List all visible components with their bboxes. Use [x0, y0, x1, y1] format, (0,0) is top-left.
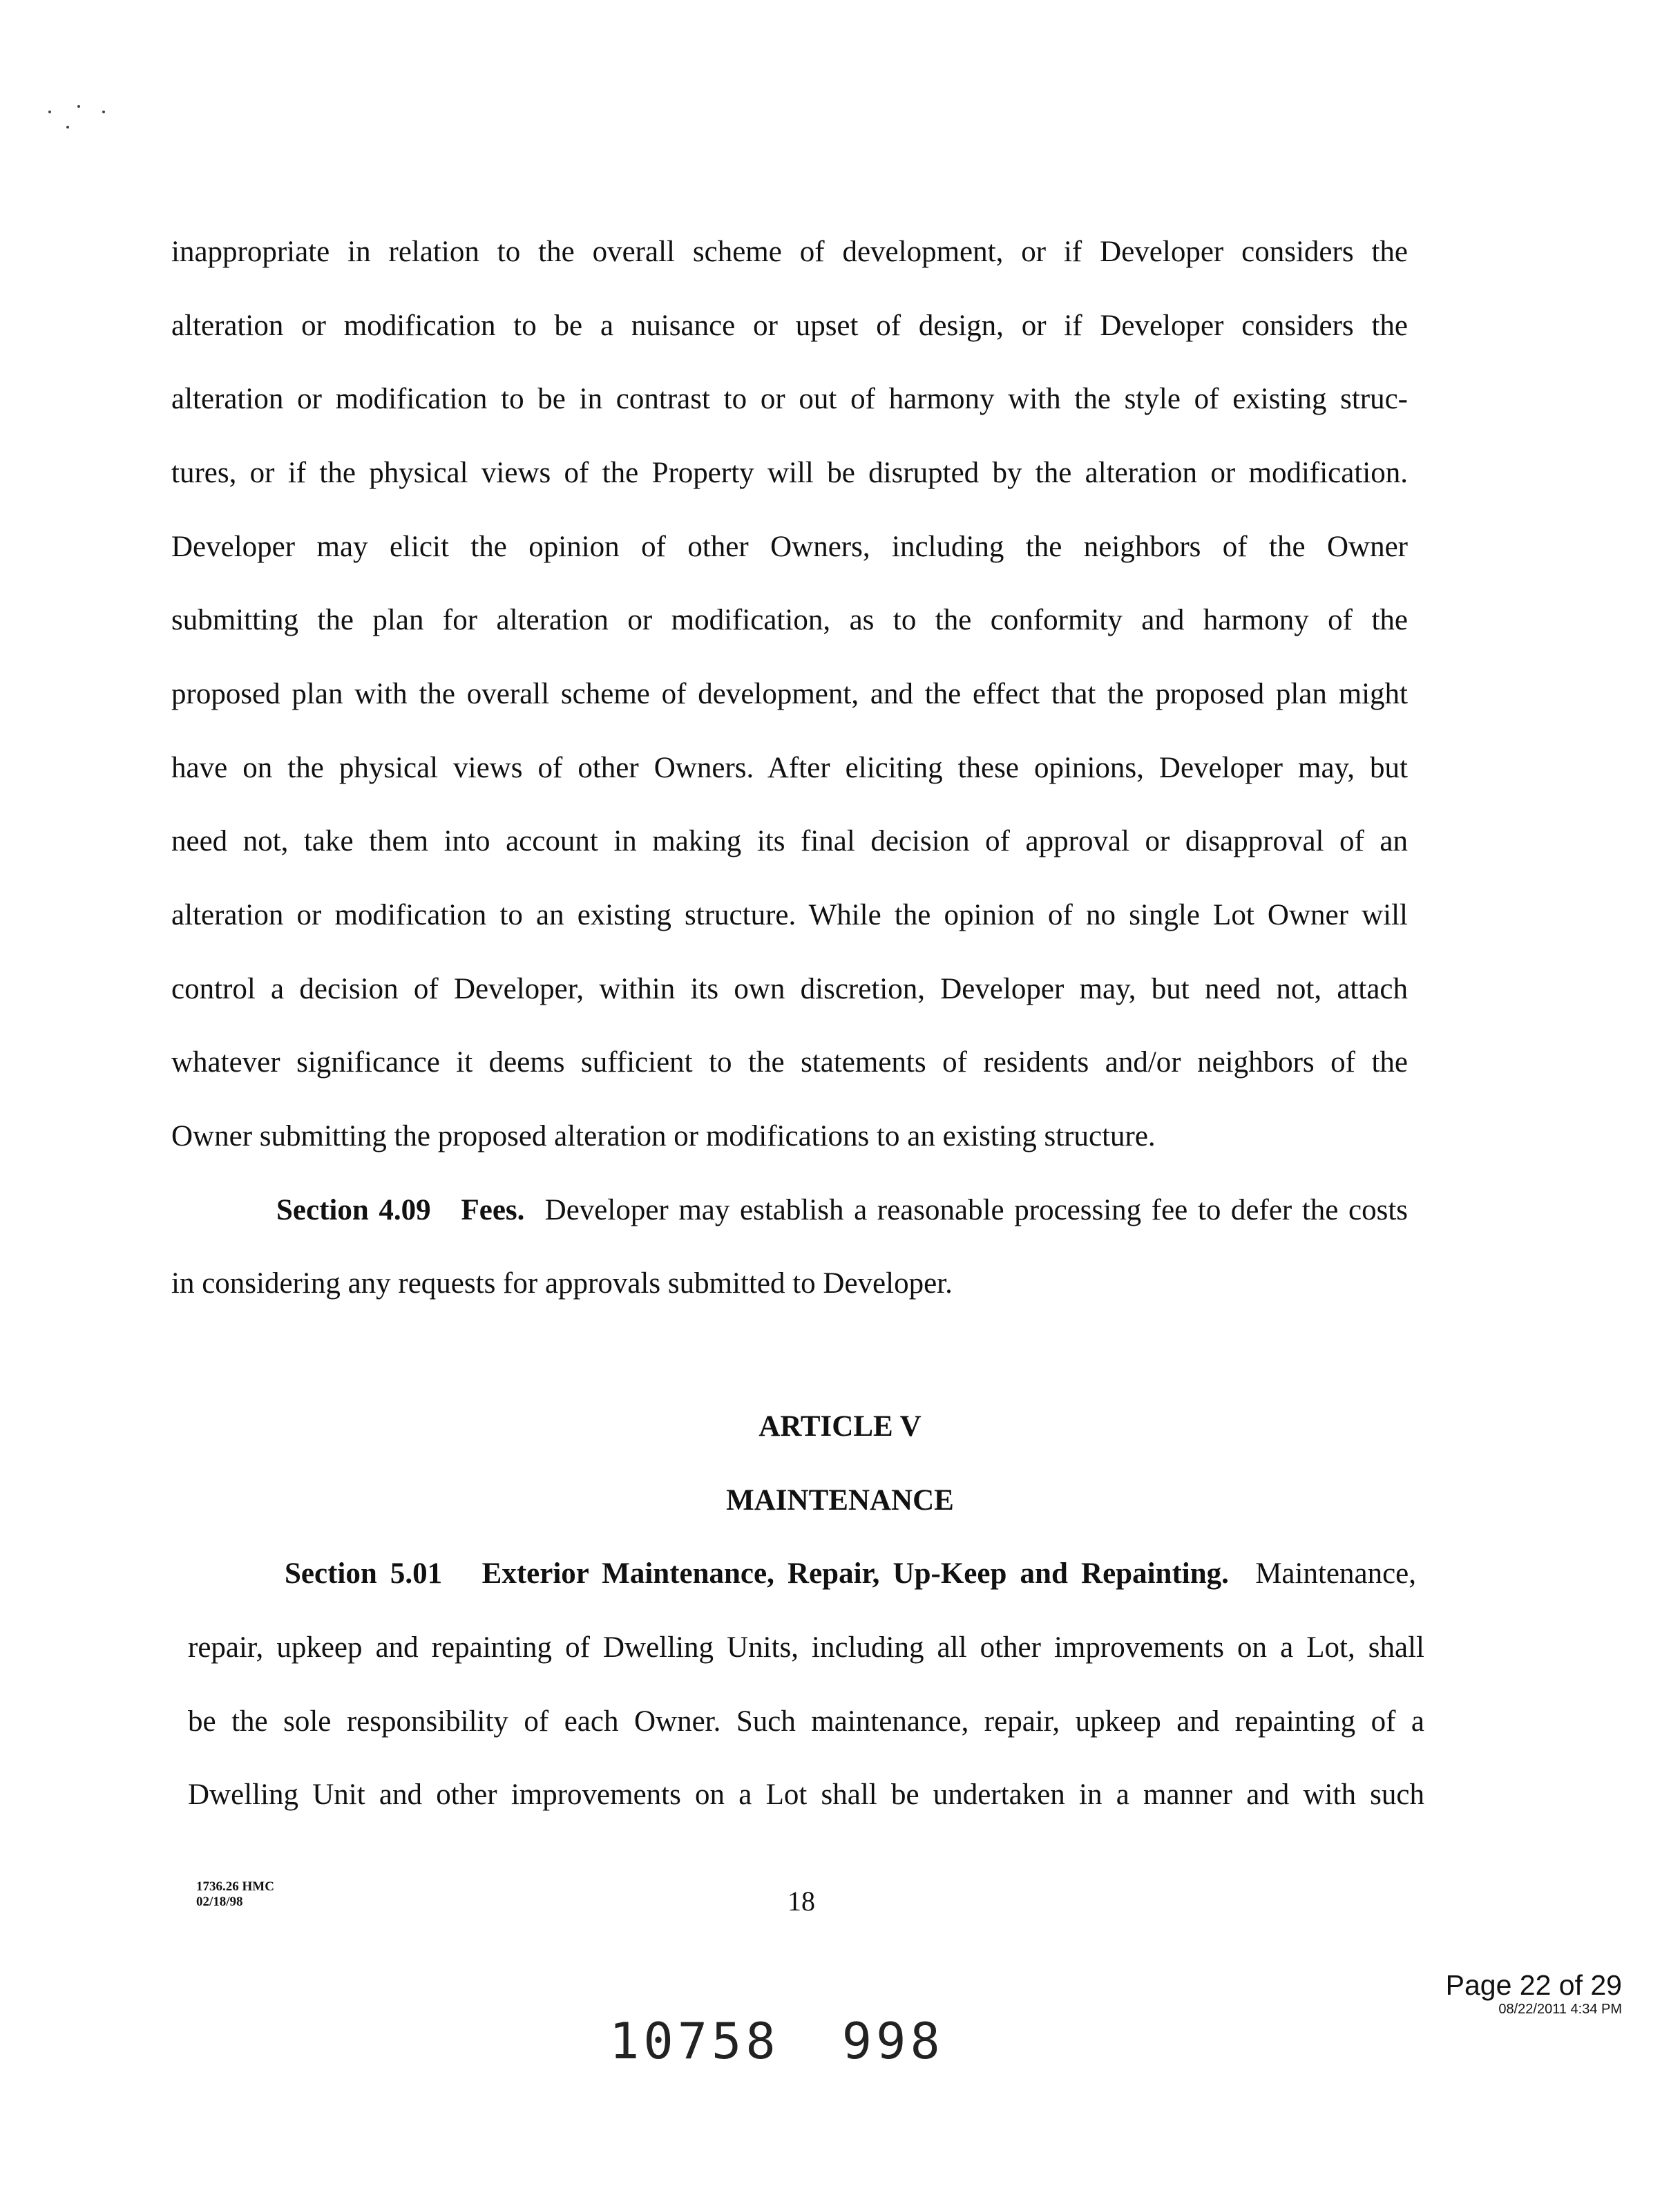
page-stamp: [1446, 1969, 1622, 2018]
section-number: Section 5.01: [285, 1557, 443, 1590]
scan-speck: [66, 126, 69, 129]
body-line: repair, upkeep and repainting of Dwelling Units, including all other improvements on a Lot, shall: [188, 1631, 1424, 1664]
body-line: alteration or modification to an existing structure. While the opinion of no single Lot Owner will: [171, 899, 1408, 931]
body-line: control a decision of Developer, within its own discretion, Developer may, but need not, attach: [171, 973, 1408, 1005]
body-line: be the sole responsibility of each Owner. Such maintenance, repair, upkeep and repainting of a: [188, 1705, 1424, 1738]
scan-speck: [102, 111, 105, 113]
body-line: tures, or if the physical views of the Property will be disrupted by the alteration or modification.: [171, 457, 1408, 489]
document-code-date: 02/18/98: [196, 1895, 243, 1909]
body-line: Developer may elicit the opinion of other Owners, including the neighbors of the Owner: [171, 531, 1408, 563]
page-number: 18: [788, 1886, 815, 1917]
body-line: need not, take them into account in making its final decision of approval or disapproval of an: [171, 825, 1408, 857]
section-first-line: [171, 1193, 1408, 1228]
section-first-line: [180, 1557, 1416, 1591]
body-line: submitting the plan for alteration or modification, as to the conformity and harmony of the: [171, 604, 1408, 636]
body-line: in considering any requests for approvals submitted to Developer.: [171, 1267, 953, 1300]
section-number: Section 4.09: [276, 1194, 431, 1226]
scan-speck: [48, 111, 51, 113]
body-line: have on the physical views of other Owners. After eliciting these opinions, Developer may, but: [171, 752, 1408, 784]
body-line: Owner submitting the proposed alteration or modifications to an existing structure.: [171, 1120, 1156, 1152]
body-line: alteration or modification to be a nuisance or upset of design, or if Developer considers the: [171, 310, 1408, 342]
section-title: Fees.: [461, 1194, 525, 1226]
document-code: [196, 1879, 274, 1910]
body-line: inappropriate in relation to the overall scheme of development, or if Developer considers the: [171, 236, 1408, 268]
recording-book: 10758: [609, 2012, 780, 2070]
page-stamp-datetime: 08/22/2011 4:34 PM: [1498, 2002, 1622, 2017]
scan-speck: [77, 105, 80, 108]
page-stamp-count: Page 22 of 29: [1445, 1969, 1622, 2001]
section-title: Exterior Maintenance, Repair, Up-Keep and Repainting.: [481, 1557, 1229, 1590]
article-title: MAINTENANCE: [726, 1484, 954, 1517]
body-line: Dwelling Unit and other improvements on a Lot shall be undertaken in a manner and with such: [188, 1778, 1424, 1811]
body-line: alteration or modification to be in contrast to or out of harmony with the style of existing struc-: [171, 383, 1408, 415]
article-label: ARTICLE V: [758, 1410, 922, 1443]
body-line: proposed plan with the overall scheme of development, and the effect that the proposed plan might: [171, 678, 1408, 710]
section-text: Developer may establish a reasonable processing fee to defer the costs: [544, 1194, 1409, 1226]
recording-stamp: [609, 2012, 944, 2070]
body-line: whatever significance it deems sufficient to the statements of residents and/or neighbors of the: [171, 1046, 1408, 1079]
recording-page: 998: [841, 2012, 944, 2070]
document-code-id: 1736.26 HMC: [196, 1879, 274, 1894]
section-text: Maintenance,: [1255, 1557, 1417, 1590]
